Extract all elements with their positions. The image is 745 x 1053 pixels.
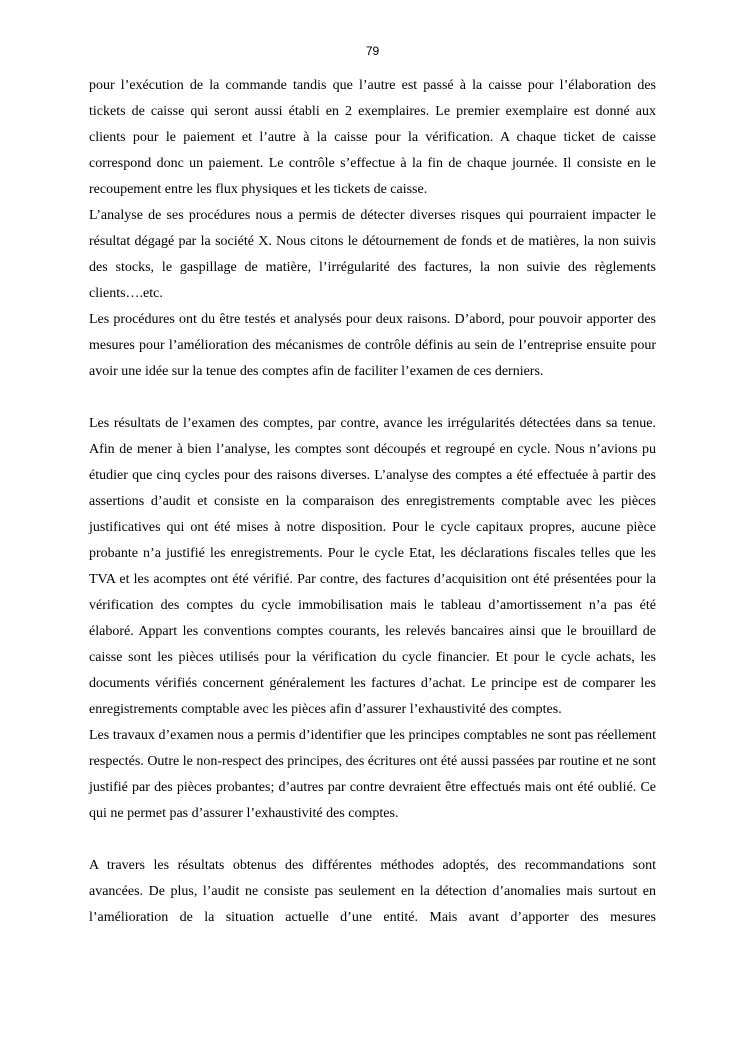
paragraph-spacer xyxy=(89,385,656,411)
paragraph-accounts-examination: Les résultats de l’examen des comptes, par contre, avance les irrégularités détectées dans sa tenue. Afin de mener à bien l’analyse, les comptes sont découpés et regroupé en cycle. Nous n’avions pu étudier que cinq cycles pour des raisons diverses. L’analyse des comptes a été effectuée à partir des assertions d’audit et consiste en la comparaison des enregistrements comptable avec les pièces justificatives qui ont été mises à notre disposition. Pour le cycle capitaux propres, aucune pièce probante n’a justifié les enregistrements. Pour le cycle Etat, les déclarations fiscales telles que les TVA et les acomptes ont été vérifié. Par contre, des factures d’acquisition ont été présentées pour la vérification des comptes du cycle immobilisation mais le tableau d’amortissement n’a pas été élaboré. Appart les conventions comptes courants, les relevés bancaires ainsi que le brouillard de caisse sont les pièces utilisés pour la vérification du cycle financier. Et pour le cycle achats, les documents vérifiés concernent généralement les factures d’achat. Le principe est de comparer les enregistrements comptable avec les pièces afin d’assurer l’exhaustivité des comptes. xyxy=(89,416,656,717)
paragraph-risk-analysis: L’analyse de ses procédures nous a permis de détecter diverses risques qui pourraient impacter le résultat dégagé par la société X. Nous citons le détournement de fonds et de matières, la non suivis des stocks, le gaspillage de matière, l’irrégularité des factures, la non suivie des règlements clients….etc. xyxy=(89,208,656,301)
paragraph-recommendations: A travers les résultats obtenus des différentes méthodes adoptés, des recommandations sont avancées. De plus, l’audit ne consiste pas seulement en la détection d’anomalies mais surtout en l’amélioration de la situation actuelle d’une entité. Mais avant d’apporter des mesures xyxy=(89,858,656,925)
paragraph-accounting-principles: Les travaux d’examen nous a permis d’identifier que les principes comptables ne sont pas réellement respectés. Outre le non-respect des principes, des écritures ont été aussi passées par routine et ne sont justifié par des pièces probantes; d’autres par contre devraient être effectués mais ont été oublié. Ce qui ne permet pas d’assurer l’exhaustivité des comptes. xyxy=(89,728,656,821)
page-number: 79 xyxy=(365,44,380,58)
paragraph-order-processing: pour l’exécution de la commande tandis que l’autre est passé à la caisse pour l’élaboration des tickets de caisse qui seront aussi établi en 2 exemplaires. Le premier exemplaire est donné aux clients pour le paiement et l’autre à la caisse pour la vérification. A chaque ticket de caisse correspond donc un paiement. Le contrôle s’effectue à la fin de chaque journée. Il consiste en le recoupement entre les flux physiques et les tickets de caisse. xyxy=(89,78,656,197)
body-text xyxy=(89,73,656,931)
paragraph-spacer xyxy=(89,827,656,853)
paragraph-procedure-testing: Les procédures ont du être testés et analysés pour deux raisons. D’abord, pour pouvoir apporter des mesures pour l’amélioration des mécanismes de contrôle définis au sein de l’entreprise ensuite pour avoir une idée sur la tenue des comptes afin de faciliter l’examen de ces derniers. xyxy=(89,312,656,379)
